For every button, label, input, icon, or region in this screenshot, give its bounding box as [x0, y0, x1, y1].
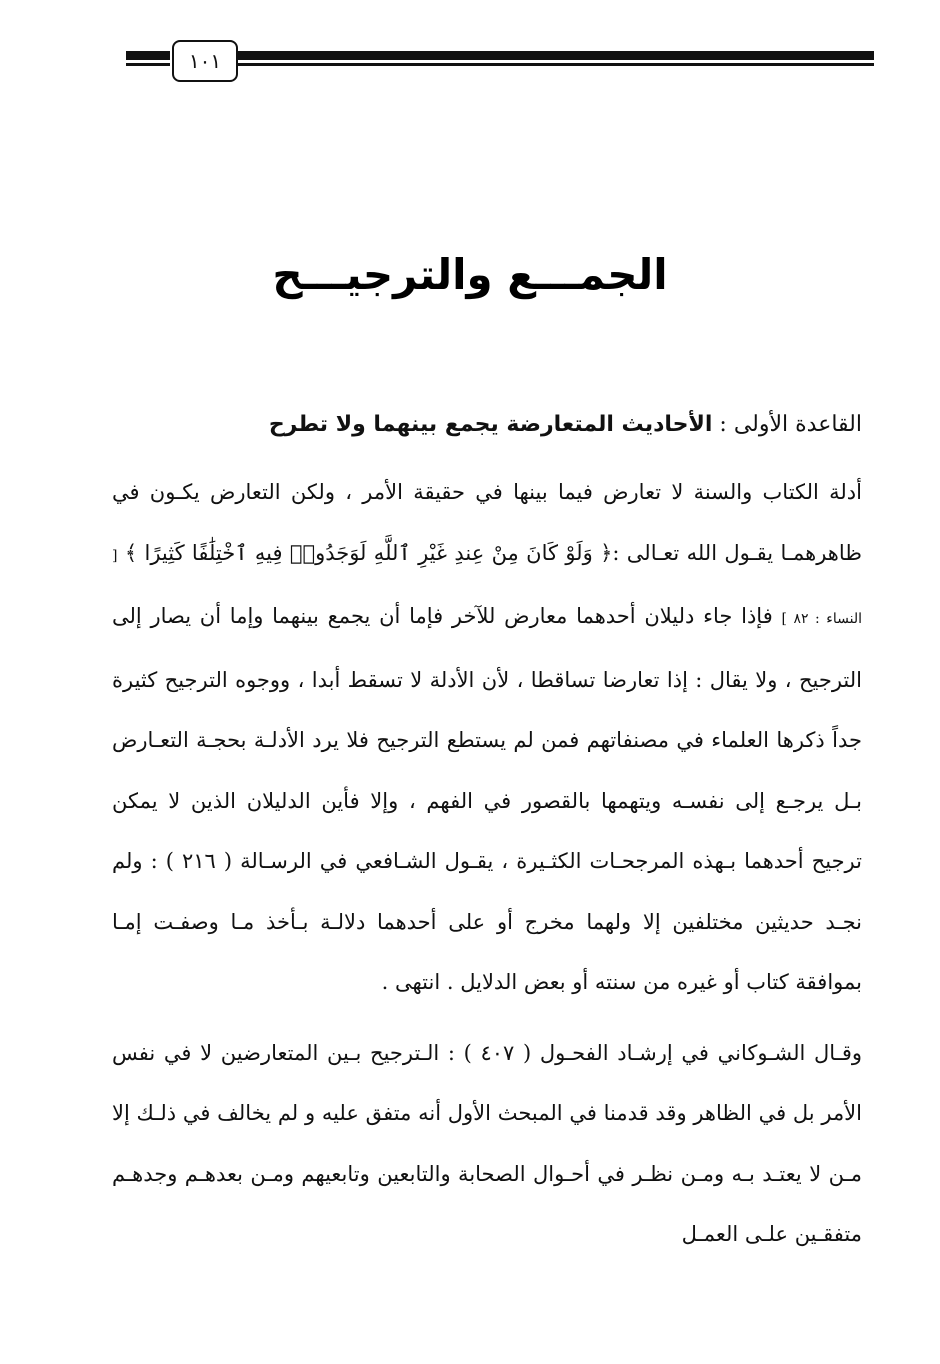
header-rule-right-thick [238, 51, 874, 60]
chapter-title: الجمـــع والترجيـــح [272, 250, 668, 299]
page-body [112, 400, 862, 1265]
header-rule-right-thin [238, 63, 874, 66]
header-rule-left-thin [126, 63, 170, 66]
rule-heading [112, 400, 862, 450]
paragraph-2: وقـال الشـوكاني في إرشـاد الفحـول ( ٤٠٧ ) : الـترجيح بـين المتعارضين لا في نفس الأمر بل في الظاهر وقد قدمنا في المبحث الأول أنه متفق عليه و لم يخالف في ذلـك إلا مـن لا يعتـد بـه ومـن نظـر في أحـوال الصحابة والتابعين وتابعيهم ومـن بعدهـم وجدهـم متفقـين علـى العمـل [112, 1040, 862, 1246]
rule-text: الأحاديث المتعارضة يجمع بينهما ولا تطرح [268, 412, 713, 437]
paragraph-1-body: فإذا جاء دليلان أحدهما معارض للآخر فإما أن يجمع بينهما وإما أن يصار إلى الترجيح ، ولا يقال : إذا تعارضا تساقطا ، لأن الأدلة لا تسقط أبدا ، ووجوه الترجيح كثيرة جداً ذكرها العلماء في مصنفاتهم فمن لم يستطع الترجيح فلا يرد الأدلـة بحجـة التعـارض بـل يرجـع إلى نفسـه ويتهمها بالقصور في الفهم ، وإلا فأين الدليلان الذين لا يمكن ترجيح أحدهما بـهذه المرجحـات الكثـيرة ، يقـول الشـافعي في الرسـالة ( ٢١٦ ) : ولم نجـد حديثين مختلفين إلا ولهما مخرج أو على أحدهما دلالـة بـأخذ مـا وصفـت إمـا بموافقة كتاب أو غيره من سنته أو بعض الدلايل . انتهى . [112, 604, 862, 994]
header-rule-left-thick [126, 51, 170, 60]
rule-label: القاعدة الأولى : [719, 412, 862, 437]
quran-quote: ﴿ وَلَوْ كَانَ مِنْ عِندِ غَيْرِ ٱللَّهِ لَوَجَدُوا۟ فِيهِ ٱخْتِلَٰفًا كَثِيرًا ﴾ [124, 540, 613, 565]
paragraph-1-intro: أدلة الكتاب والسنة لا تعارض فيما بينها في حقيقة الأمر ، ولكن التعارض يكـون في ظاهرهمـا يقـول الله تعـالى : [112, 480, 862, 565]
page-number: ١٠١ [172, 40, 238, 82]
paragraph-1 [112, 462, 862, 1013]
quran-reference: [ النساء : ٨٢ ] [112, 547, 862, 627]
page-header [126, 40, 874, 80]
